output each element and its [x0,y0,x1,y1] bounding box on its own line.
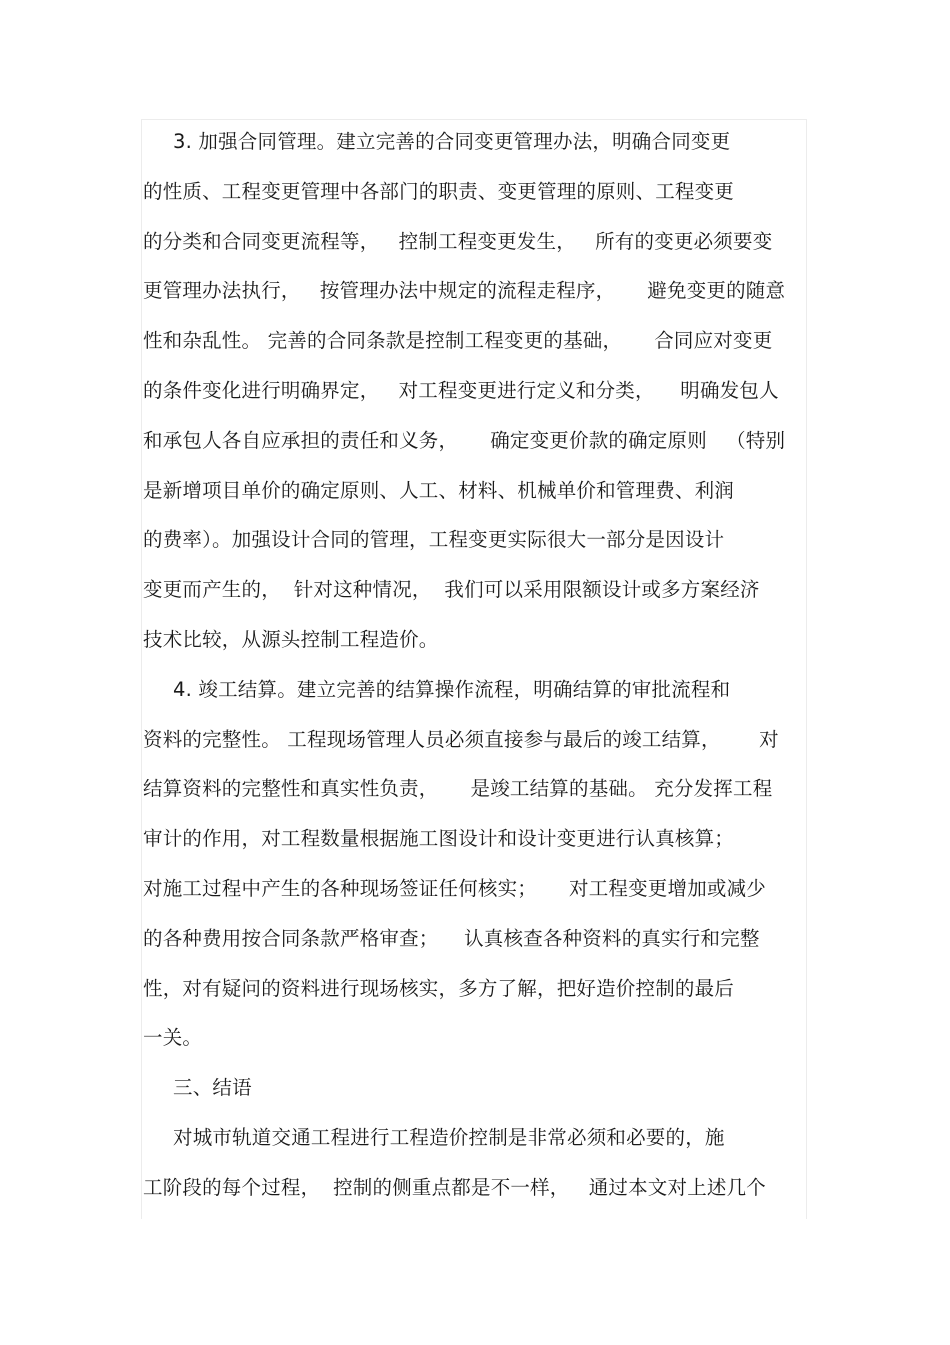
paragraph-line: 资料的完整性。 工程现场管理人员必须直接参与最后的竣工结算， 对 [143,727,779,751]
paragraph-line: 4. 竣工结算。建立完善的结算操作流程，明确结算的审批流程和 [173,677,731,701]
paragraph-line: 更管理办法执行， 按管理办法中规定的流程走程序， 避免变更的随意 [143,279,786,303]
paragraph-line: 审计的作用，对工程数量根据施工图设计和设计变更进行认真核算； [143,827,735,851]
section-heading: 三、结语 [173,1076,252,1100]
paragraph-line: 技术比较，从源头控制工程造价。 [143,627,439,651]
paragraph-line: 性，对有疑问的资料进行现场核实，多方了解，把好造价控制的最后 [143,976,735,1000]
paragraph-line: 的费率）。加强设计合同的管理，工程变更实际很大一部分是因设计 [143,528,725,552]
document-body [143,122,813,1218]
paragraph-line: 对施工过程中产生的各种现场签证任何核实； 对工程变更增加或减少 [143,876,766,900]
paragraph-line: 的条件变化进行明确界定， 对工程变更进行定义和分类， 明确发包人 [143,378,779,402]
paragraph-line: 的分类和合同变更流程等， 控制工程变更发生， 所有的变更必须要变 [143,229,773,253]
paragraph-line: 变更而产生的， 针对这种情况， 我们可以采用限额设计或多方案经济 [143,578,760,602]
paragraph-line: 是新增项目单价的确定原则、人工、材料、机械单价和管理费、利润 [143,478,735,502]
paragraph-line: 3. 加强合同管理。建立完善的合同变更管理办法，明确合同变更 [173,130,731,153]
paragraph-line: 和承包人各自应承担的责任和义务， 确定变更价款的确定原则 （特别 [143,428,786,452]
paragraph-line: 的各种费用按合同条款严格审查； 认真核查各种资料的真实行和完整 [143,926,760,950]
paragraph-line: 性和杂乱性。 完善的合同条款是控制工程变更的基础， 合同应对变更 [143,329,773,353]
paragraph-line: 一关。 [143,1026,203,1050]
paragraph-line: 的性质、工程变更管理中各部门的职责、变更管理的原则、工程变更 [143,179,735,203]
paragraph-line: 结算资料的完整性和真实性负责， 是竣工结算的基础。 充分发挥工程 [143,777,773,801]
paragraph-line: 工阶段的每个过程， 控制的侧重点都是不一样， 通过本文对上述几个 [143,1175,766,1199]
paragraph-line: 对城市轨道交通工程进行工程造价控制是非常必须和必要的，施 [173,1125,725,1149]
